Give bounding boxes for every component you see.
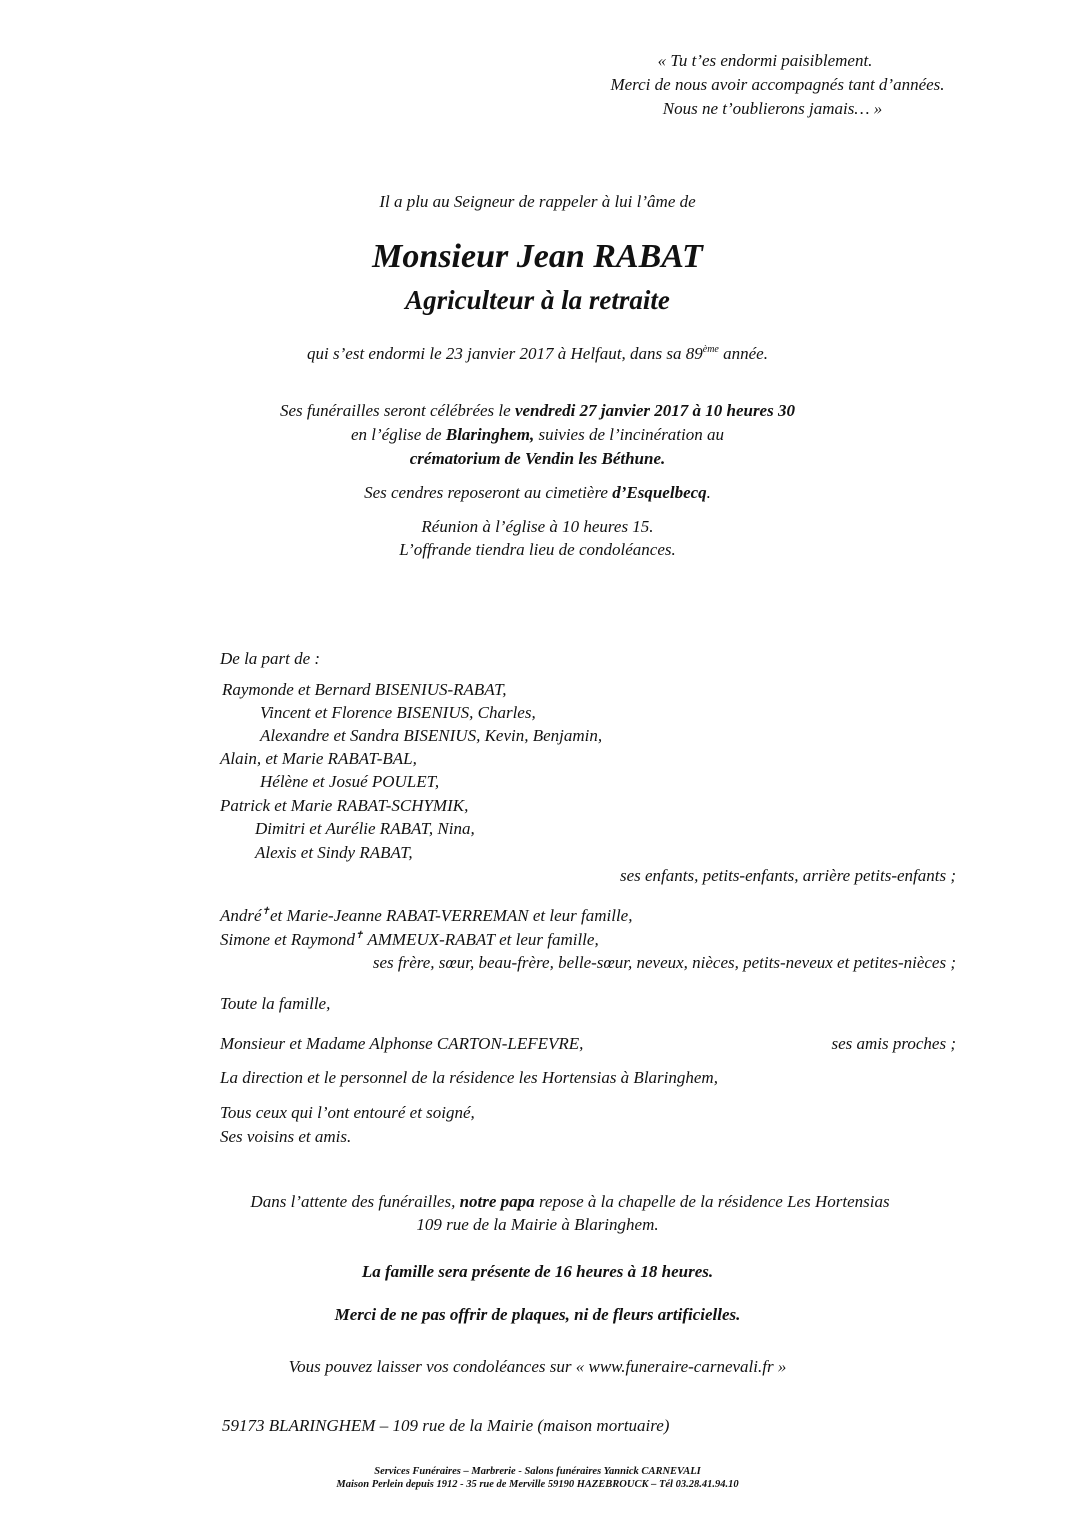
cross-icon: ✝ — [355, 930, 364, 941]
family-header: De la part de : — [220, 649, 321, 668]
family-line: Alexandre et Sandra BISENIUS, Kevin, Benjamin, — [260, 726, 603, 745]
siblings-line-1: André✝et Marie-Jeanne RABAT-VERREMAN et leur famille, — [220, 906, 633, 925]
epigraph-line-1: « Tu t’es endormi paisiblement. — [657, 51, 873, 70]
children-relation: ses enfants, petits-enfants, arrière petits-enfants ; — [619, 866, 956, 885]
ashes-line: Ses cendres reposeront au cimetière d’Esquelbecq. — [364, 483, 711, 502]
rest-line-1: Dans l’attente des funérailles, notre papa repose à la chapelle de la résidence Les Hortensias — [250, 1192, 890, 1211]
presence-line: La famille sera présente de 16 heures à 18 heures. — [361, 1262, 714, 1281]
siblings-relation: ses frère, sœur, beau-frère, belle-sœur, neveux, nièces, petits-neveux et petites-nièces ; — [372, 953, 956, 972]
residence-line: La direction et le personnel de la résidence les Hortensias à Blaringhem, — [220, 1068, 718, 1087]
all-family: Toute la famille, — [220, 994, 331, 1013]
neighbours-line: Ses voisins et amis. — [220, 1127, 352, 1146]
rest-line-2: 109 rue de la Mairie à Blaringhem. — [416, 1215, 659, 1234]
family-line: Patrick et Marie RABAT-SCHYMIK, — [220, 796, 469, 815]
meeting-line: Réunion à l’église à 10 heures 15. — [421, 517, 654, 536]
family-line: Raymonde et Bernard BISENIUS-RABAT, — [222, 680, 507, 699]
no-plaques-line: Merci de ne pas offrir de plaques, ni de fleurs artificielles. — [334, 1305, 741, 1324]
address-line: 59173 BLARINGHEM – 109 rue de la Mairie (maison mortuaire) — [222, 1416, 670, 1435]
carers-line: Tous ceux qui l’ont entouré et soigné, — [220, 1103, 475, 1122]
condolences-line: Vous pouvez laisser vos condoléances sur « www.funeraire-carnevali.fr » — [288, 1357, 787, 1376]
footer-line-1: Services Funéraires – Marbrerie - Salons funéraires Yannick CARNEVALI — [374, 1466, 701, 1477]
family-line: Alexis et Sindy RABAT, — [255, 843, 413, 862]
siblings-line-2: Simone et Raymond✝ AMMEUX-RABAT et leur famille, — [220, 930, 599, 949]
funeral-church-line: en l’église de Blaringhem, suivies de l’incinération au — [350, 425, 725, 444]
epigraph-line-2: Merci de nous avoir accompagnés tant d’années. — [610, 75, 945, 94]
deceased-name: Monsieur Jean RABAT — [372, 238, 703, 275]
offering-line: L’offrande tiendra lieu de condoléances. — [399, 540, 676, 559]
family-line: Dimitri et Aurélie RABAT, Nina, — [255, 819, 475, 838]
friends-line: Monsieur et Madame Alphonse CARTON-LEFEVRE, — [220, 1034, 584, 1053]
family-line: Hélène et Josué POULET, — [260, 772, 440, 791]
funeral-date-line: Ses funérailles seront célébrées le vendredi 27 janvier 2017 à 10 heures 30 — [280, 401, 795, 420]
friends-relation: ses amis proches ; — [831, 1034, 956, 1053]
death-statement: qui s’est endormi le 23 janvier 2017 à Helfaut, dans sa 89ème année. — [307, 344, 768, 363]
family-line: Alain, et Marie RABAT-BAL, — [220, 749, 417, 768]
funeral-crematorium-line: crématorium de Vendin les Béthune. — [409, 449, 666, 468]
intro-text: Il a plu au Seigneur de rappeler à lui l’âme de — [379, 192, 696, 211]
cross-icon: ✝ — [261, 906, 270, 917]
epigraph-line-3: Nous ne t’oublierons jamais… » — [662, 99, 883, 118]
deceased-occupation: Agriculteur à la retraite — [405, 285, 670, 315]
family-line: Vincent et Florence BISENIUS, Charles, — [260, 703, 536, 722]
footer-line-2: Maison Perlein depuis 1912 - 35 rue de Merville 59190 HAZEBROUCK – Tél 03.28.41.94.10 — [336, 1479, 739, 1490]
